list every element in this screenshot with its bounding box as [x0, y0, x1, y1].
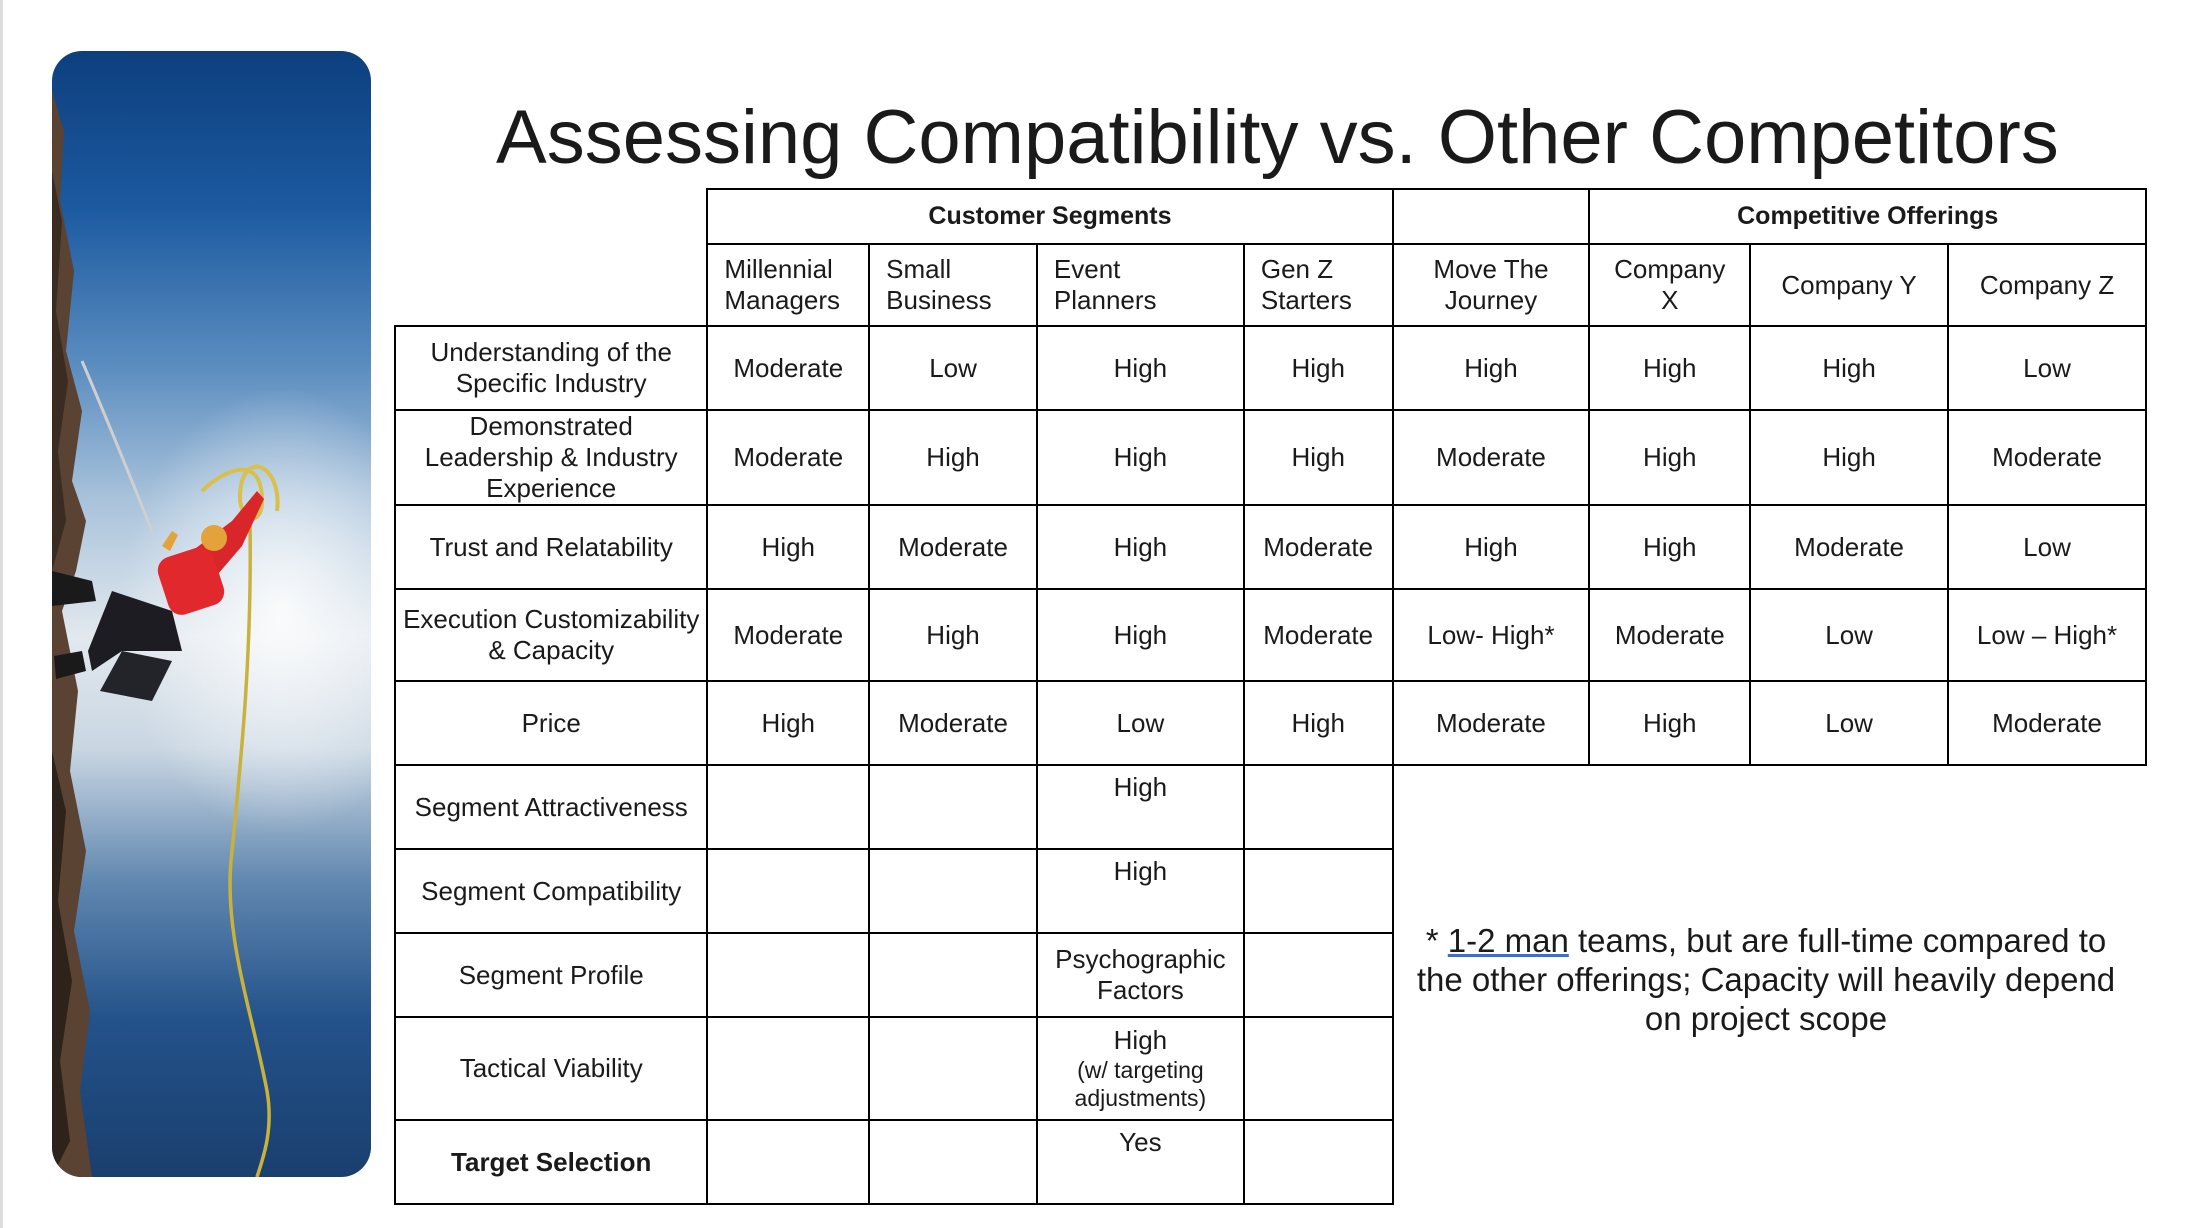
- row-label: Segment Profile: [395, 933, 707, 1017]
- table-cell: High: [1037, 849, 1244, 933]
- table-cell: Low- High*: [1393, 589, 1590, 681]
- table-cell: High: [1037, 326, 1244, 410]
- column-header: Company Y: [1750, 244, 1948, 326]
- table-cell: [1244, 849, 1393, 933]
- table-cell: High: [1393, 326, 1590, 410]
- climber-photo: [52, 51, 371, 1177]
- table-cell: Low: [1750, 589, 1948, 681]
- table-cell: Moderate: [1948, 681, 2146, 765]
- row-label: Target Selection: [395, 1120, 707, 1204]
- table-cell: [1244, 1017, 1393, 1120]
- table-cell: [1244, 933, 1393, 1017]
- table-cell: High: [1750, 326, 1948, 410]
- table-row: [395, 681, 2146, 765]
- table-cell: [869, 933, 1037, 1017]
- group-blank-cell: [1393, 189, 1590, 244]
- table-cell: Low: [869, 326, 1037, 410]
- table-cell: [707, 933, 869, 1017]
- table-cell: [707, 849, 869, 933]
- table-cell: High: [869, 589, 1037, 681]
- table-cell: Low: [1750, 681, 1948, 765]
- table-cell: Moderate: [1750, 505, 1948, 589]
- table-cell: Yes: [1037, 1120, 1244, 1204]
- table-cell: High: [707, 505, 869, 589]
- table-row: [395, 589, 2146, 681]
- segment-row: [395, 1120, 2146, 1204]
- footnote-text: teams, but are full-time compared to the other offerings; Capacity will heavily depend on project scope: [1416, 922, 2116, 1037]
- table-cell: Low: [1948, 505, 2146, 589]
- table-cell: High: [1244, 681, 1393, 765]
- table-cell: High: [1037, 410, 1244, 505]
- segment-row: [395, 765, 2146, 849]
- table-cell: High: [1037, 505, 1244, 589]
- table-cell: [1037, 1017, 1244, 1120]
- column-header: Gen Z Starters: [1244, 244, 1393, 326]
- table-cell: High: [1589, 505, 1750, 589]
- table-cell: [1244, 1120, 1393, 1204]
- table-cell: Moderate: [1393, 681, 1590, 765]
- cell-value: High: [1113, 1025, 1168, 1055]
- table-cell: High: [1244, 326, 1393, 410]
- table-row: [395, 326, 2146, 410]
- table-cell: [869, 849, 1037, 933]
- corner-cell: [395, 244, 707, 326]
- row-label: Segment Compatibility: [395, 849, 707, 933]
- group-competitive-offerings: Competitive Offerings: [1589, 189, 2146, 244]
- empty-area: [1393, 1120, 2146, 1204]
- table-cell: [1244, 765, 1393, 849]
- row-label: Trust and Relatability: [395, 505, 707, 589]
- footnote-prefix: *: [1425, 922, 1448, 959]
- table-cell: High: [1589, 410, 1750, 505]
- column-header: Millennial Managers: [707, 244, 869, 326]
- corner-cell: [395, 189, 707, 244]
- climber-illustration: [52, 51, 371, 1177]
- row-label: Demonstrated Leadership & Industry Experience: [395, 410, 707, 505]
- column-header-row: [395, 244, 2146, 326]
- column-header: Event Planners: [1037, 244, 1244, 326]
- table-cell: High: [1750, 410, 1948, 505]
- table-cell: [707, 1017, 869, 1120]
- footnote: [1410, 921, 2122, 1038]
- table-cell: Moderate: [1948, 410, 2146, 505]
- slide-left-border: [0, 0, 3, 1228]
- footnote-underlined-text: 1-2 man: [1447, 922, 1569, 959]
- table-cell: Moderate: [869, 505, 1037, 589]
- row-label: Tactical Viability: [395, 1017, 707, 1120]
- table-cell: Moderate: [1589, 589, 1750, 681]
- table-cell: Low: [1037, 681, 1244, 765]
- empty-area: [1393, 765, 2146, 849]
- table-cell: Low – High*: [1948, 589, 2146, 681]
- table-cell: Moderate: [1244, 589, 1393, 681]
- table-cell: High: [1037, 589, 1244, 681]
- row-label: Understanding of the Specific Industry: [395, 326, 707, 410]
- table-cell: Moderate: [707, 326, 869, 410]
- group-header-row: [395, 189, 2146, 244]
- group-customer-segments: Customer Segments: [707, 189, 1392, 244]
- table-cell: Low: [1948, 326, 2146, 410]
- column-header: Company Z: [1948, 244, 2146, 326]
- column-header: Small Business: [869, 244, 1037, 326]
- table-row: [395, 410, 2146, 505]
- table-cell: [707, 765, 869, 849]
- table-cell: [869, 765, 1037, 849]
- compatibility-table: [394, 188, 2147, 1205]
- table-cell: High: [1589, 326, 1750, 410]
- table-cell: High: [1393, 505, 1590, 589]
- table-cell: Moderate: [707, 410, 869, 505]
- table-cell: Moderate: [869, 681, 1037, 765]
- slide-title: Assessing Compatibility vs. Other Competitors: [496, 95, 2059, 180]
- table-cell: High: [869, 410, 1037, 505]
- cell-note: (w/ targeting adjustments): [1074, 1057, 1207, 1111]
- table-cell: [707, 1120, 869, 1204]
- row-label: Segment Attractiveness: [395, 765, 707, 849]
- table-cell: High: [1037, 765, 1244, 849]
- table-cell: Psychographic Factors: [1037, 933, 1244, 1017]
- table-cell: Moderate: [1393, 410, 1590, 505]
- table-cell: [869, 1120, 1037, 1204]
- table-cell: Moderate: [1244, 505, 1393, 589]
- table-cell: High: [1589, 681, 1750, 765]
- row-label: Execution Customizability & Capacity: [395, 589, 707, 681]
- table-cell: High: [707, 681, 869, 765]
- row-label: Price: [395, 681, 707, 765]
- table-cell: High: [1244, 410, 1393, 505]
- table-cell: [869, 1017, 1037, 1120]
- table-row: [395, 505, 2146, 589]
- column-header: Move The Journey: [1393, 244, 1590, 326]
- column-header: Company X: [1589, 244, 1750, 326]
- table-cell: Moderate: [707, 589, 869, 681]
